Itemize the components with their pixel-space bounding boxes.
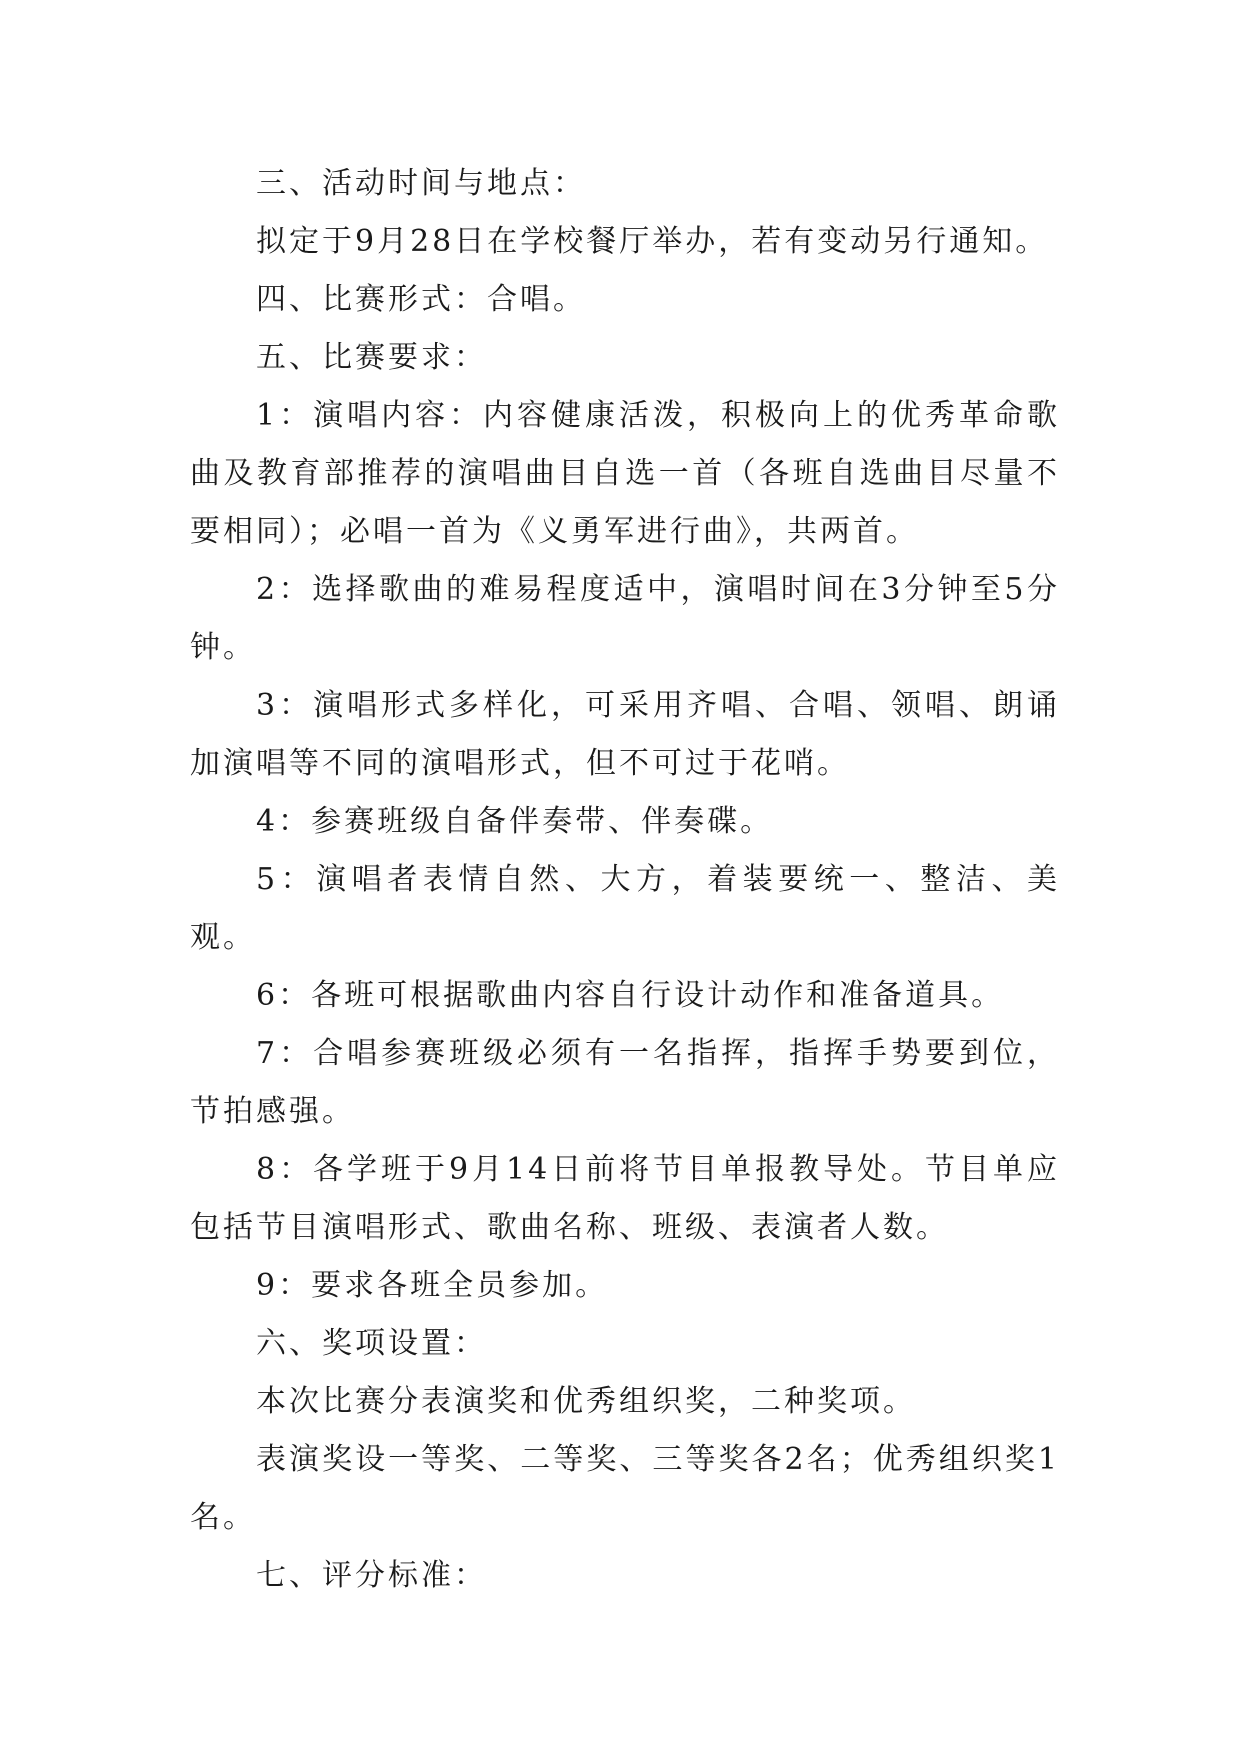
section-heading-requirements: 五、比赛要求： <box>256 340 487 375</box>
requirement-item-2: 2：选择歌曲的难易程度适中，演唱时间在3分钟至5分钟。 <box>190 572 1060 665</box>
requirement-item-6: 6：各班可根据歌曲内容自行设计动作和准备道具。 <box>256 978 1005 1013</box>
requirement-item-1: 1：演唱内容：内容健康活泼，积极向上的优秀革命歌曲及教育部推荐的演唱曲目自选一首（各班自选曲目尽量不要相同）；必唱一首为《义勇军进行曲》，共两首。 <box>190 398 1060 549</box>
requirement-item-7: 7：合唱参赛班级必须有一名指挥，指挥手势要到位，节拍感强。 <box>190 1036 1060 1129</box>
paragraph-award-types: 本次比赛分表演奖和优秀组织奖，二种奖项。 <box>256 1384 916 1419</box>
requirement-item-3: 3：演唱形式多样化，可采用齐唱、合唱、领唱、朗诵加演唱等不同的演唱形式，但不可过于花哨。 <box>190 688 1060 781</box>
section-heading-time-location: 三、活动时间与地点： <box>256 166 586 201</box>
requirement-item-4: 4：参赛班级自备伴奏带、伴奏碟。 <box>256 804 774 839</box>
requirement-item-8: 8：各学班于9月14日前将节目单报教导处。节目单应包括节目演唱形式、歌曲名称、班级、表演者人数。 <box>190 1152 1060 1245</box>
section-heading-format: 四、比赛形式：合唱。 <box>256 282 586 317</box>
requirement-item-5: 5：演唱者表情自然、大方，着装要统一、整洁、美观。 <box>190 862 1060 955</box>
requirement-item-9: 9：要求各班全员参加。 <box>256 1268 609 1303</box>
section-heading-awards: 六、奖项设置： <box>256 1326 487 1361</box>
paragraph-date-venue: 拟定于9月28日在学校餐厅举办，若有变动另行通知。 <box>256 224 1049 259</box>
section-heading-scoring: 七、评分标准： <box>256 1558 487 1593</box>
paragraph-award-counts: 表演奖设一等奖、二等奖、三等奖各2名；优秀组织奖1名。 <box>190 1442 1060 1535</box>
document-body <box>190 155 1060 1605</box>
